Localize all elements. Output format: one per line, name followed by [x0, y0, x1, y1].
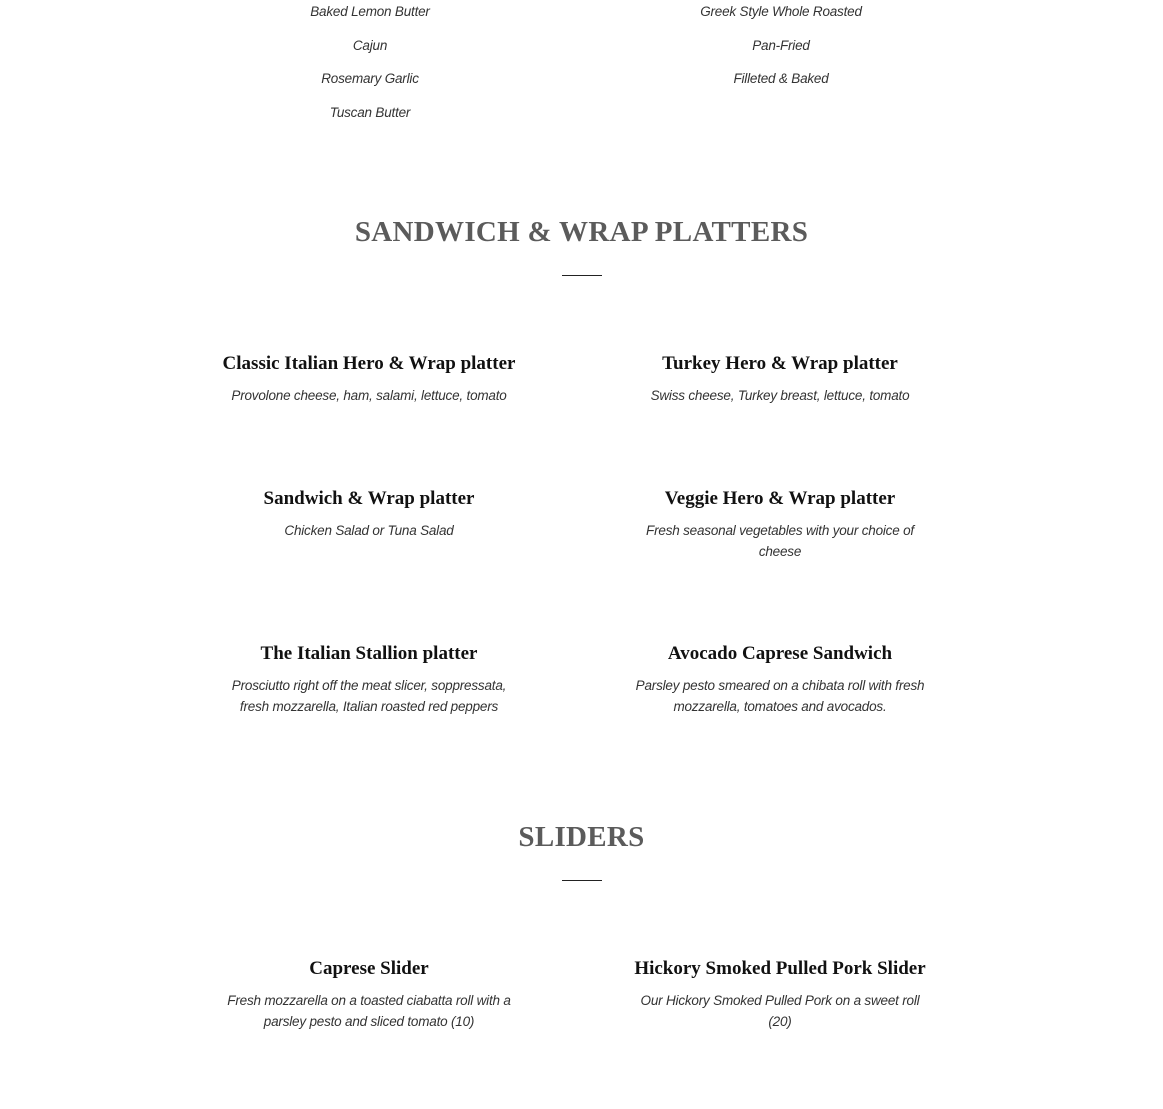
option-cajun: Cajun — [352, 38, 388, 53]
menu-item-avocado-caprese — [620, 643, 940, 717]
item-title: Classic Italian Hero & Wrap platter — [222, 353, 516, 374]
item-title: Caprese Slider — [309, 958, 429, 979]
item-title: Avocado Caprese Sandwich — [667, 643, 893, 664]
item-description: Chicken Salad or Tuna Salad — [284, 523, 454, 538]
item-title: Hickory Smoked Pulled Pork Slider — [634, 958, 926, 979]
item-title: Turkey Hero & Wrap platter — [662, 353, 898, 374]
menu-item-sandwich-wrap — [209, 488, 529, 541]
menu-item-turkey-hero — [620, 353, 940, 406]
option-rosemary-garlic: Rosemary Garlic — [321, 71, 419, 86]
item-description: Fresh mozzarella on a toasted ciabatta roll with a parsley pesto and sliced tomato (10) — [227, 993, 511, 1029]
item-description: Our Hickory Smoked Pulled Pork on a sweet roll (20) — [640, 993, 920, 1029]
section-title-sandwich-wrap-platters: SANDWICH & WRAP PLATTERS — [354, 216, 809, 248]
menu-item-veggie-hero — [620, 488, 940, 562]
item-title: The Italian Stallion platter — [260, 643, 478, 664]
option-filleted-baked: Filleted & Baked — [733, 71, 829, 86]
item-title: Veggie Hero & Wrap platter — [664, 488, 896, 509]
item-description: Parsley pesto smeared on a chibata roll with fresh mozzarella, tomatoes and avocados. — [635, 678, 925, 714]
section-title-sliders: SLIDERS — [518, 821, 645, 853]
item-title: Sandwich & Wrap platter — [263, 488, 475, 509]
menu-item-italian-stallion — [209, 643, 529, 717]
menu-item-pulled-pork-slider — [620, 958, 940, 1032]
menu-item-classic-italian-hero — [209, 353, 529, 406]
item-description: Provolone cheese, ham, salami, lettuce, tomato — [231, 388, 507, 403]
item-description: Prosciutto right off the meat slicer, soppressata, fresh mozzarella, Italian roasted red peppers — [231, 678, 507, 714]
option-pan-fried: Pan-Fried — [752, 38, 810, 53]
option-tuscan-butter: Tuscan Butter — [329, 105, 411, 120]
item-description: Swiss cheese, Turkey breast, lettuce, tomato — [650, 388, 910, 403]
section-divider — [562, 880, 602, 881]
menu-item-caprese-slider — [209, 958, 529, 1032]
item-description: Fresh seasonal vegetables with your choice of cheese — [646, 523, 914, 559]
section-divider — [562, 275, 602, 276]
option-baked-lemon-butter: Baked Lemon Butter — [310, 4, 430, 19]
option-greek-style-whole-roasted: Greek Style Whole Roasted — [700, 4, 862, 19]
